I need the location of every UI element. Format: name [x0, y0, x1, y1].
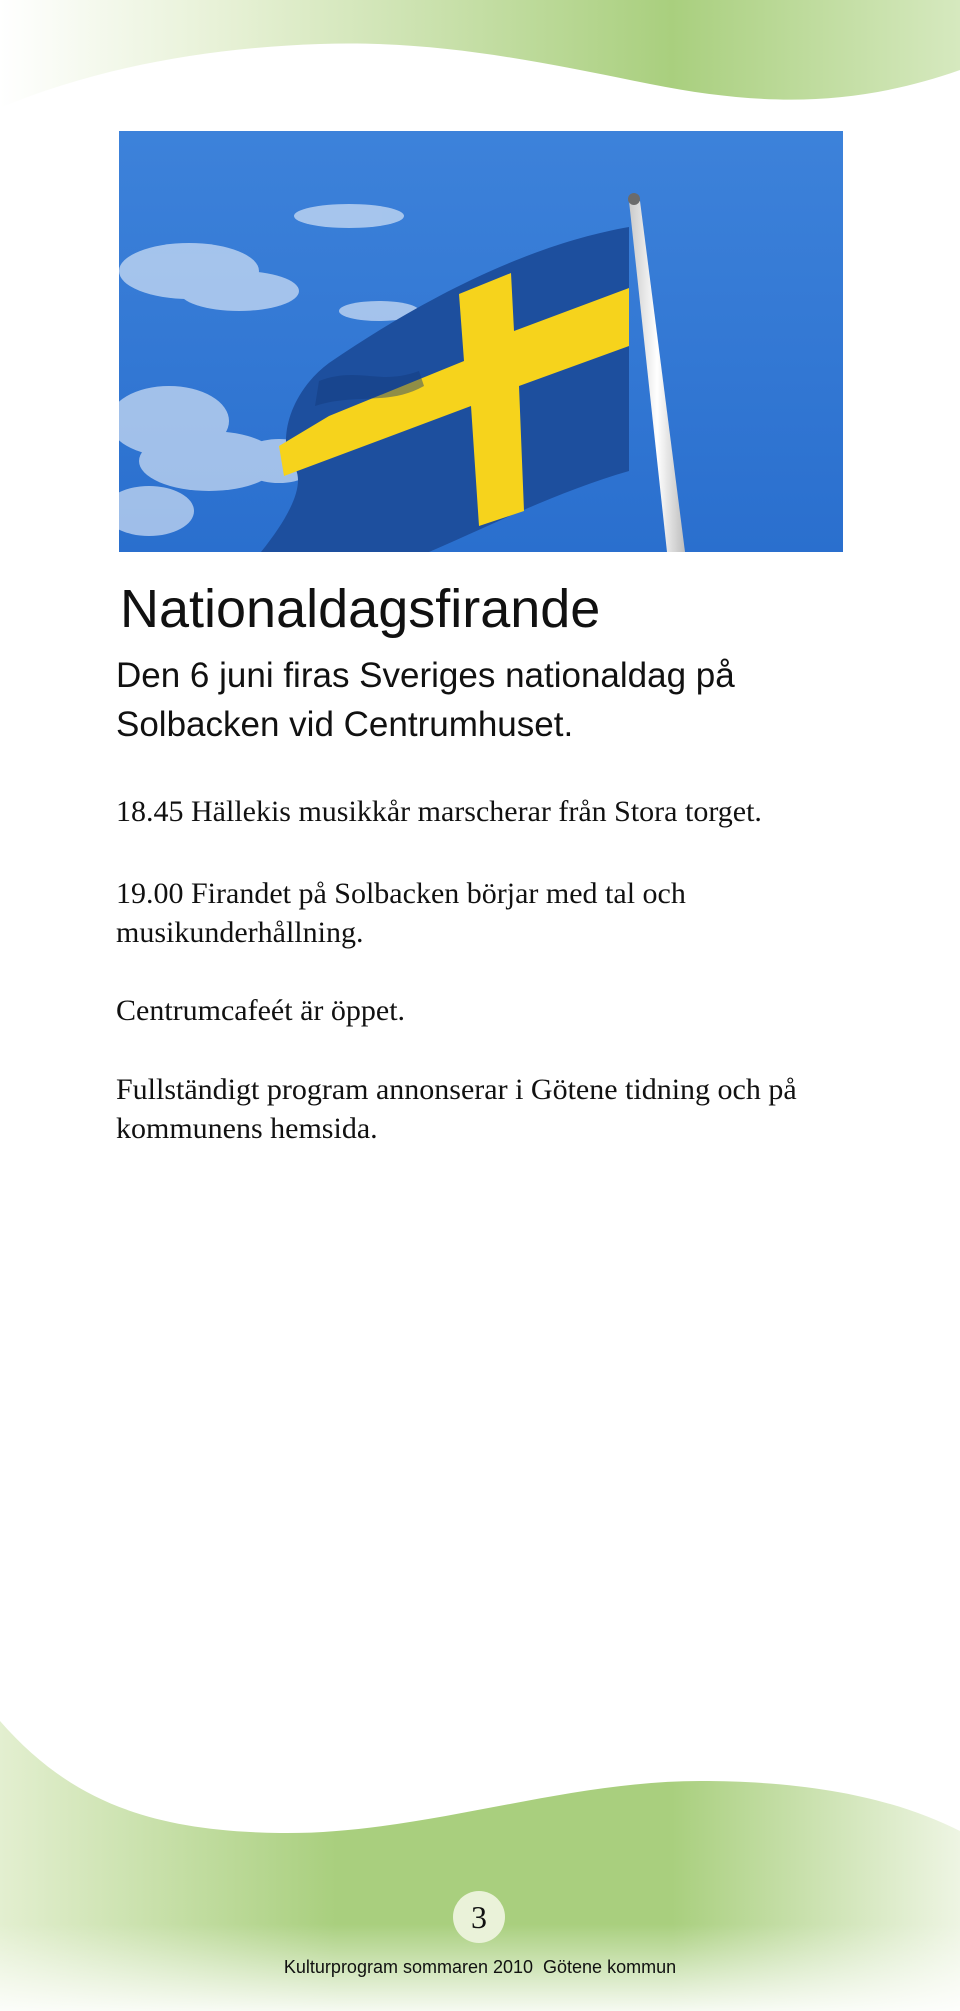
footer-text: Kulturprogram sommaren 2010 Götene kommun	[283, 1957, 677, 1977]
page-number-badge: 3	[453, 1891, 505, 1943]
cafe-info: Centrumcafeét är öppet.	[116, 994, 406, 1027]
program-info: Fullständigt program annonserar i Götene tidning och på kommunens hemsida.	[116, 1073, 797, 1145]
page-title: Nationaldagsfirande	[120, 579, 601, 639]
flagpole-finial	[628, 193, 640, 205]
lead-paragraph: Den 6 juni firas Sveriges nationaldag på Solbacken vid Centrumhuset.	[116, 656, 735, 744]
top-wave-decoration	[0, 0, 960, 130]
schedule-item-march: 18.45 Hällekis musikkår marscherar från Stora torget.	[116, 795, 762, 828]
swedish-flag-photo	[119, 131, 843, 552]
schedule-item-celebration: 19.00 Firandet på Solbacken börjar med tal och musikunderhållning.	[116, 877, 686, 949]
